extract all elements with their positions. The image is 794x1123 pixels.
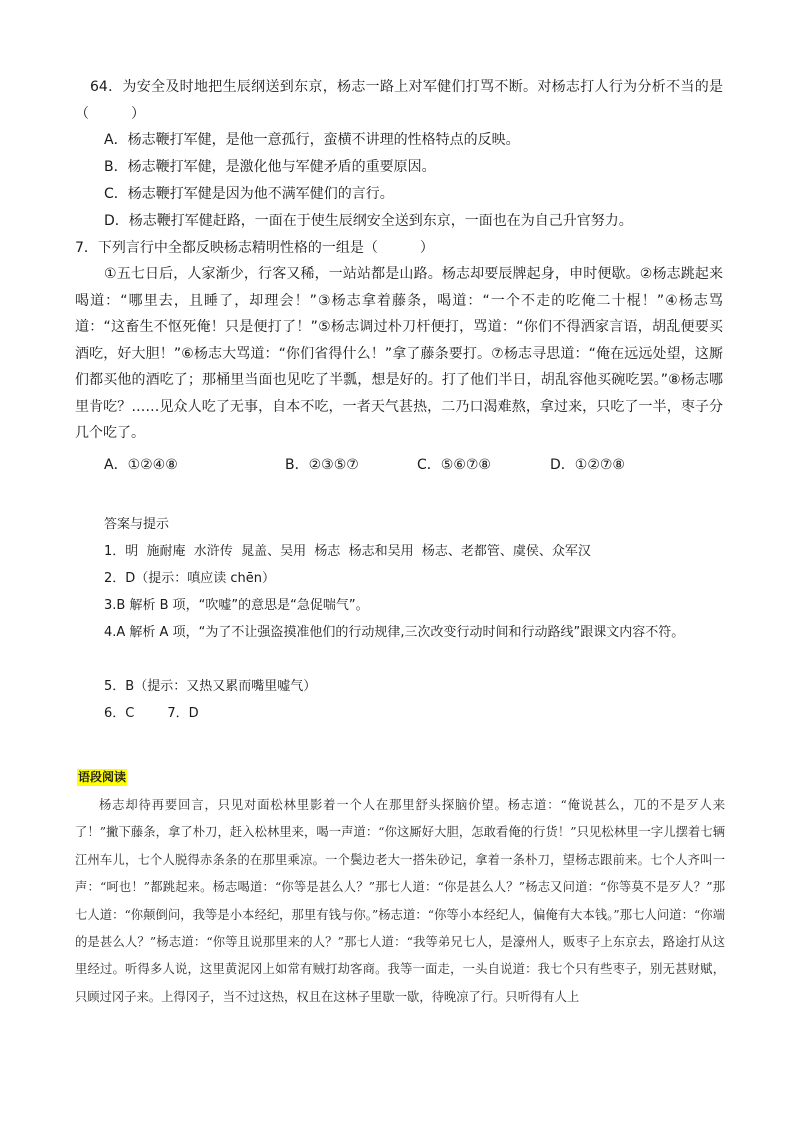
answers-heading: 答案与提示 [104,517,170,532]
question-7-option-c: C．⑤⑥⑦⑧ [417,457,491,473]
answer-item: 2．D（提示：嗔应读 chēn） [104,571,276,586]
question-7-option-d: D．①②⑦⑧ [550,457,625,473]
question-64-option-a: A．杨志鞭打军健，是他一意孤行，蛮横不讲理的性格特点的反映。 [104,132,520,148]
answer-item: 3.B 解析 B 项，“吹嘘”的意思是“急促喘气”。 [104,598,369,613]
answer-item: 4.A 解析 A 项，“为了不让强盗摸准他们的行动规律,三次改变行动时间和行动路线”跟课文内容不符。 [104,625,685,640]
question-64-option-c: C．杨志鞭打军健是因为他不满军健们的言行。 [104,186,394,202]
question-64-option-d: D．杨志鞭打军健赶路，一面在于使生辰纲安全送到东京，一面也在为自己升官努力。 [104,213,633,229]
section-label-highlight: 语段阅读 [78,770,127,784]
answer-item: 5．B（提示：又热又累而嘴里嘘气） [104,679,317,694]
answer-item: 1．明 施耐庵 水浒传 晁盖、吴用 杨志 杨志和吴用 杨志、老都管、虞侯、众军汉 [104,544,591,559]
question-64-stem: 64．为安全及时地把生辰纲送到东京，杨志一路上对军健们打骂不断。对杨志打人行为分析不当的是（ ） [75,79,723,122]
answer-item: 6．C 7．D [104,706,199,721]
question-7-option-b: B．②③⑤⑦ [285,457,359,473]
question-7-stem: 7．下列言行中全都反映杨志精明性格的一组是（ ） [75,240,434,256]
question-7-passage: ①五七日后，人家渐少，行客又稀，一站站都是山路。杨志却要辰牌起身，申时便歇。②杨志跳起来喝道：“哪里去，且睡了，却理会！”③杨志拿着藤条，喝道：“一个不走的吃俺二十棍！”④杨志骂道：“这畜生不怄死俺！只是便打了！”⑤杨志调过朴刀杆便打，骂道：“你们不得洒家言语，胡乱便要买酒吃，好大胆！”⑥杨志大骂道：“你们省得什么！”拿了藤条要打。⑦杨志寻思道：“俺在远远处望，这厮们都买他的酒吃了；那桶里当面也见吃了半瓢，想是好的。打了他们半日，胡乱容他买碗吃罢。”⑧杨志哪里肯吃？……见众人吃了无事，自本不吃，一者天气甚热，二乃口渴难熬，拿过来，只吃了一半，枣子分几个吃了。 [75,266,723,441]
reading-passage: 杨志却待再要回言，只见对面松林里影着一个人在那里舒头探脑价望。杨志道：“俺说甚么，兀的不是歹人来了！”撇下藤条，拿了朴刀，赶入松林里来，喝一声道：“你这厮好大胆，怎敢看俺的行货！”只见松林里一字儿摆着七辆江州车儿，七个人脱得赤条条的在那里乘凉。一个鬓边老大一搭朱砂记，拿着一条朴刀，望杨志跟前来。七个人齐叫一声：“呵也！”都跳起来。杨志喝道：“你等是甚么人？”那七人道：“你是甚么人？”杨志又问道：“你等莫不是歹人？”那七人道：“你颠倒问，我等是小本经纪，那里有钱与你。”杨志道：“你等小本经纪人，偏俺有大本钱。”那七人问道：“你端的是甚么人？”杨志道：“你等且说那里来的人？”那七人道：“我等弟兄七人，是濠州人，贩枣子上东京去，路途打从这里经过。听得多人说，这里黄泥冈上如常有贼打劫客商。我等一面走，一头自说道：我七个只有些枣子，别无甚财赋，只顾过冈子来。上得冈子，当不过这热，权且在这林子里歇一歇，待晚凉了行。只听得有人上 [75,798,725,1004]
question-64-option-b: B．杨志鞭打军健，是激化他与军健矛盾的重要原因。 [104,159,436,175]
question-7-option-a: A．①②④⑧ [104,457,178,473]
